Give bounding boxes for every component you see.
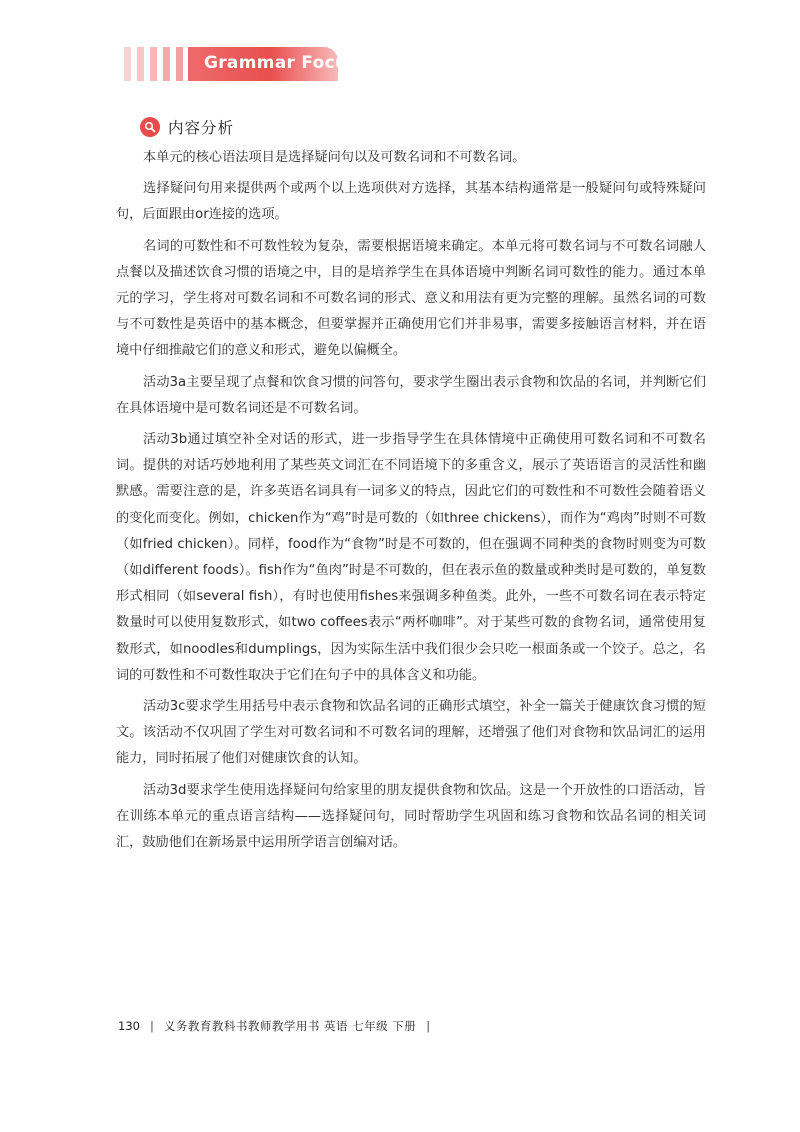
paragraph: 活动3d要求学生使用选择疑问句给家里的朋友提供食物和饮品。这是一个开放性的口语活动，旨在训练本单元的重点语言结构——选择疑问句，同时帮助学生巩固和练习食物和饮品名词的相关词汇，鼓励他们在新场景中运用所学语言创编对话。	[116, 782, 706, 851]
section-heading	[140, 116, 234, 138]
banner-stripe	[150, 47, 157, 81]
paragraph: 选择疑问句用来提供两个或两个以上选项供对方选择，其基本结构通常是一般疑问句或特殊疑问句，后面跟由or连接的选项。	[116, 181, 706, 223]
paragraph: 名词的可数性和不可数性较为复杂，需要根据语境来确定。本单元将可数名词与不可数名词融人点餐以及描述饮食习惯的语境之中，目的是培养学生在具体语境中判断名词可数性的能力。通过本单元的学习，学生将对可数名词和不可数名词的形式、意义和用法有更为完整的理解。虽然名词的可数与不可数性是英语中的基本概念，但要掌握并正确使用它们并非易事，需要多接触语言材料，并在语境中仔细推敲它们的意义和形式，避免以偏概全。	[116, 238, 706, 359]
paragraph: 活动3c要求学生用括号中表示食物和饮品名词的正确形式填空，补全一篇关于健康饮食习惯的短文。该活动不仅巩固了学生对可数名词和不可数名词的理解，还增强了他们对食物和饮品词汇的运用能力，同时拓展了他们对健康饮食的认知。	[116, 699, 706, 767]
page-footer	[118, 1018, 440, 1034]
banner-stripe	[137, 47, 144, 81]
section-title: 内容分析	[168, 119, 235, 137]
magnifier-icon	[140, 117, 160, 137]
paragraph: 活动3a主要呈现了点餐和饮食习惯的问答句，要求学生圈出表示食物和饮品的名词，并判断它们在具体语境中是可数名词还是不可数名词。	[116, 374, 706, 416]
paragraph: 活动3b通过填空补全对话的形式，进一步指导学生在具体情境中正确使用可数名词和不可数名词。提供的对话巧妙地利用了某些英文词汇在不同语境下的多重含义，展示了英语语言的灵活性和幽默感。需要注意的是，许多英语名词具有一词多义的特点，因此它们的可数性和不可数性会随着语义的变化而变化。例如，chicken作为“鸡”时是可数的（如three chickens），而作为“鸡肉”时则不可数（如fried chicken）。同样，food作为“食物”时是不可数的，但在强调不同种类的食物时则变为可数（如different foods）。fish作为“鱼肉”时是不可数的，但在表示鱼的数量或种类时是可数的，单复数形式相同（如several fish），有时也使用fishes来强调多种鱼类。此外，一些不可数名词在表示特定数量时可以使用复数形式，如two coffees表示“两杯咖啡”。对于某些可数的食物名词，通常使用复数形式，如noodles和dumplings，因为实际生活中我们很少会只吃一根面条或一个饺子。总之，名词的可数性和不可数性取决于它们在句子中的具体含义和功能。	[116, 432, 706, 683]
banner-stripe	[124, 47, 131, 81]
analysis-body	[116, 145, 706, 856]
footer-separator: |	[149, 1019, 154, 1033]
page-number: 130	[118, 1019, 140, 1033]
banner-title: Grammar Focus	[204, 53, 358, 73]
section-banner	[124, 47, 358, 81]
footer-end-separator: |	[426, 1019, 431, 1033]
paragraph: 本单元的核心语法项目是选择疑问句以及可数名词和不可数名词。	[143, 150, 526, 165]
banner-stripe	[163, 47, 170, 81]
book-title: 义务教育教科书教师教学用书 英语 七年级 下册	[163, 1019, 417, 1033]
banner-stripe	[176, 47, 183, 81]
